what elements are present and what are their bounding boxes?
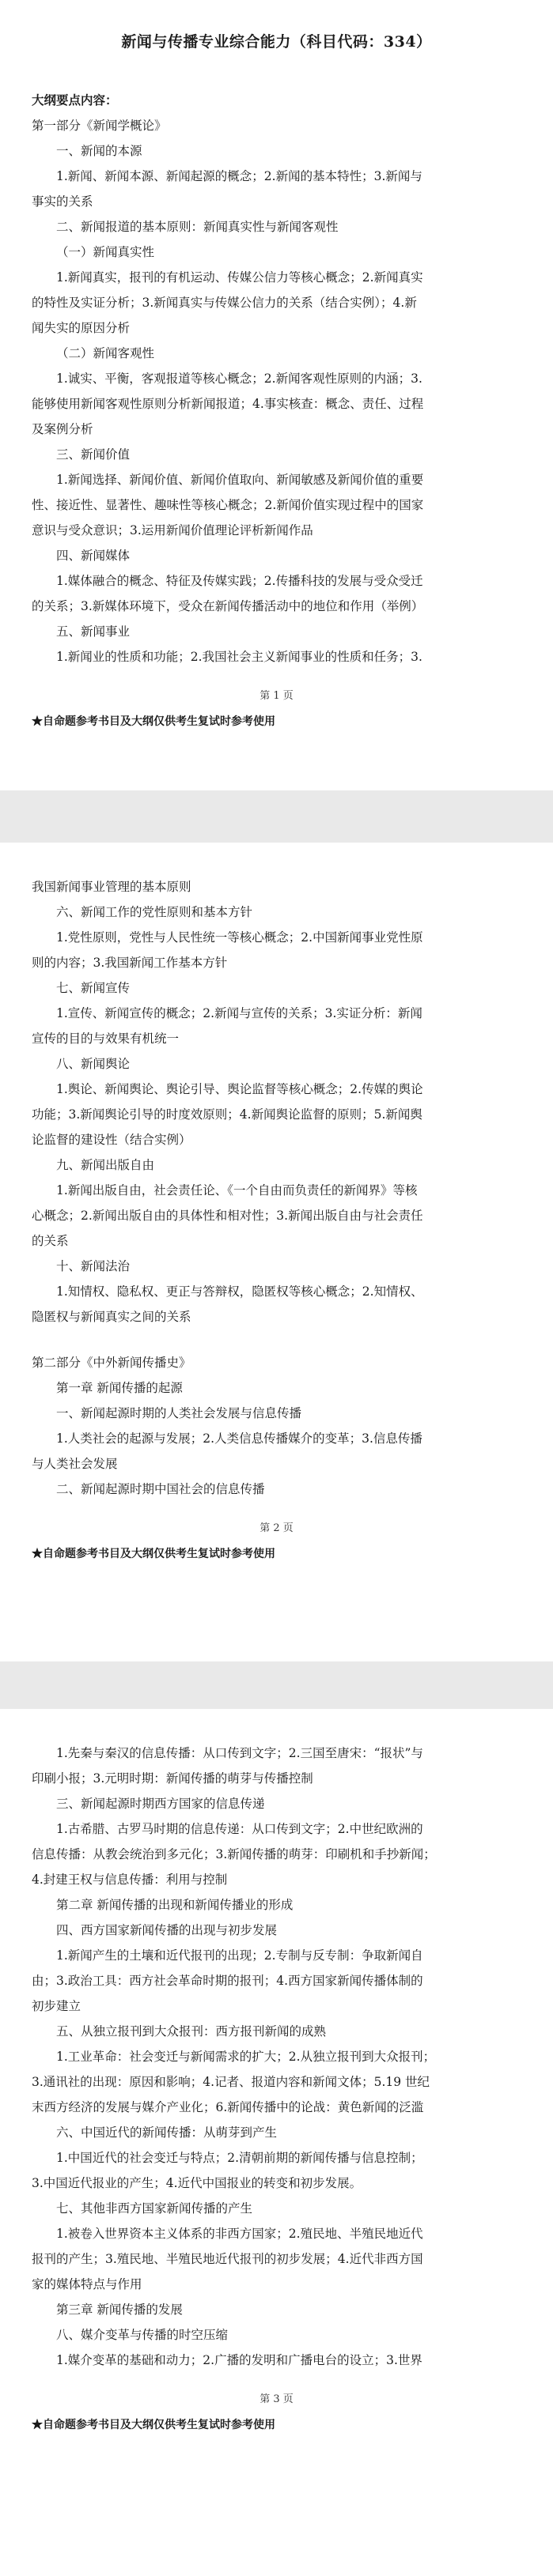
text-line: 性、接近性、显著性、趣味性等核心概念；2.新闻价值实现过程中的国家	[32, 498, 424, 512]
text-line: 宣传的目的与效果有机统一	[32, 1032, 180, 1046]
text-line: 八、新闻舆论	[56, 1057, 131, 1071]
text-line: 能够使用新闻客观性原则分析新闻报道；4.事实核查：概念、责任、过程	[32, 397, 424, 411]
text-line: 四、新闻媒体	[56, 549, 131, 563]
text-line: 六、中国近代的新闻传播：从萌芽到产生	[56, 2125, 278, 2140]
text-line: 3.中国近代报业的产生；4.近代中国报业的转变和初步发展。	[32, 2176, 362, 2190]
text-line: 三、新闻价值	[56, 447, 131, 462]
text-line: 1.新闻业的性质和功能；2.我国社会主义新闻事业的性质和任务；3.	[56, 650, 422, 664]
text-line: 1.知情权、隐私权、更正与答辩权，隐匿权等核心概念；2.知情权、	[56, 1284, 423, 1299]
text-line: 1.新闻出版自由，社会责任论、《一个自由而负责任的新闻界》等核	[56, 1183, 418, 1197]
text-line: （二）新闻客观性	[56, 346, 155, 360]
text-line: 则的内容；3.我国新闻工作基本方针	[32, 956, 228, 970]
text-line: 闻失实的原因分析	[32, 321, 131, 335]
text-line: 的关系	[32, 1234, 69, 1248]
page-content	[32, 1741, 521, 2432]
text-line: 初步建立	[32, 1999, 81, 2013]
text-line: 第三章 新闻传播的发展	[56, 2303, 183, 2317]
page-lines	[32, 1741, 521, 2373]
footer-note: ★自命题参考书目及大纲仅供考生复试时参考使用	[32, 715, 275, 728]
text-line: 心概念；2.新闻出版自由的具体性和相对性；3.新闻出版自由与社会责任	[32, 1209, 423, 1223]
page-number: 第 3 页	[259, 2393, 294, 2405]
text-line: 九、新闻出版自由	[56, 1158, 155, 1172]
text-line: 1.舆论、新闻舆论、舆论引导、舆论监督等核心概念；2.传媒的舆论	[56, 1082, 423, 1096]
text-line: 1.诚实、平衡，客观报道等核心概念；2.新闻客观性原则的内涵；3.	[56, 372, 422, 386]
text-line: 1.先秦与秦汉的信息传播：从口传到文字；2.三国至唐宋：“报状”与	[56, 1746, 423, 1760]
text-line: 1.新闻、新闻本源、新闻起源的概念；2.新闻的基本特性；3.新闻与	[56, 169, 422, 183]
page-lines	[32, 88, 521, 669]
text-line: 1.宣传、新闻宣传的概念；2.新闻与宣传的关系；3.实证分析：新闻	[56, 1006, 422, 1020]
page-number: 第 1 页	[259, 690, 294, 702]
footer-note: ★自命题参考书目及大纲仅供考生复试时参考使用	[32, 1548, 275, 1560]
text-line: 第一部分《新闻学概论》	[32, 119, 167, 133]
text-line: 一、新闻的本源	[56, 144, 142, 158]
document-page-3	[0, 1709, 553, 2576]
text-line: 二、新闻报道的基本原则：新闻真实性与新闻客观性	[56, 220, 339, 234]
section-heading: 大纲要点内容：	[32, 92, 118, 107]
text-line: 五、从独立报刊到大众报刊：西方报刊新闻的成熟	[56, 2024, 327, 2039]
document-title: 新闻与传播专业综合能力（科目代码：334）	[121, 33, 432, 51]
text-line: 1.被卷入世界资本主义体系的非西方国家；2.殖民地、半殖民地近代	[56, 2227, 423, 2241]
text-line: 1.人类社会的起源与发展；2.人类信息传播媒介的变革；3.信息传播	[56, 1431, 422, 1446]
text-line: 1.媒介变革的基础和动力；2.广播的发明和广播电台的设立；3.世界	[56, 2353, 422, 2367]
text-line: 1.党性原则，党性与人民性统一等核心概念；2.中国新闻事业党性原	[56, 930, 423, 945]
text-line: 1.古希腊、古罗马时期的信息传递：从口传到文字；2.中世纪欧洲的	[56, 1822, 423, 1836]
text-line: 论监督的建设性（结合实例）	[32, 1133, 191, 1147]
text-line: 由；3.政治工具：西方社会革命时期的报刊；4.西方国家新闻传播体制的	[32, 1974, 423, 1988]
text-line: 1.新闻真实，报刊的有机运动、传媒公信力等核心概念；2.新闻真实	[56, 270, 423, 285]
text-line: 1.中国近代的社会变迁与特点；2.清朝前期的新闻传播与信息控制；	[56, 2151, 423, 2165]
text-line: 四、西方国家新闻传播的出现与初步发展	[56, 1923, 278, 1937]
text-line: 的特性及实证分析；3.新闻真实与传媒公信力的关系（结合实例）；4.新	[32, 296, 417, 310]
text-line: 五、新闻事业	[56, 624, 131, 639]
text-line: 八、媒介变革与传播的时空压缩	[56, 2328, 229, 2342]
text-line: 1.工业革命：社会变迁与新闻需求的扩大；2.从独立报刊到大众报刊；	[56, 2050, 436, 2064]
document-page-1	[0, 0, 553, 790]
text-line: 六、新闻工作的党性原则和基本方针	[56, 905, 253, 919]
text-line: 事实的关系	[32, 194, 93, 209]
text-line: 1.媒体融合的概念、特征及传媒实践；2.传播科技的发展与受众受迁	[56, 574, 423, 588]
text-line: 1.新闻产生的土壤和近代报刊的出现；2.专制与反专制：争取新闻自	[56, 1948, 423, 1963]
text-line: 的关系；3.新媒体环境下，受众在新闻传播活动中的地位和作用（举例）	[32, 599, 424, 613]
text-line: 3.通讯社的出现：原因和影响；4.记者、报道内容和新闻文体；5.19 世纪	[32, 2075, 430, 2089]
text-line: 十、新闻法治	[56, 1259, 131, 1273]
page-number: 第 2 页	[259, 1522, 294, 1534]
text-line: 二、新闻起源时期中国社会的信息传播	[56, 1482, 265, 1496]
page-content	[32, 30, 521, 729]
text-line: 印刷小报；3.元明时期：新闻传播的萌芽与传播控制	[32, 1771, 313, 1786]
text-line: 意识与受众意识；3.运用新闻价值理论评析新闻作品	[32, 523, 313, 537]
text-line: 功能；3.新闻舆论引导的时度效原则；4.新闻舆论监督的原则；5.新闻舆	[32, 1107, 422, 1122]
text-line: 隐匿权与新闻真实之间的关系	[32, 1310, 191, 1324]
text-line: 七、新闻宣传	[56, 981, 131, 995]
text-line: 4.封建王权与信息传播：利用与控制	[32, 1873, 228, 1887]
text-line: 报刊的产生；3.殖民地、半殖民地近代报刊的初步发展；4.近代非西方国	[32, 2252, 423, 2266]
page-lines	[32, 874, 521, 1502]
text-line: 第一章 新闻传播的起源	[56, 1381, 183, 1395]
text-line: 及案例分析	[32, 422, 93, 436]
text-line: 第二章 新闻传播的出现和新闻传播业的形成	[56, 1898, 294, 1912]
section-gap	[32, 1329, 521, 1350]
document-page-2	[0, 843, 553, 1661]
text-line: 第二部分《中外新闻传播史》	[32, 1356, 191, 1370]
text-line: 三、新闻起源时期西方国家的信息传递	[56, 1797, 265, 1811]
text-line: （一）新闻真实性	[56, 245, 155, 259]
text-line: 一、新闻起源时期的人类社会发展与信息传播	[56, 1406, 302, 1420]
text-line: 家的媒体特点与作用	[32, 2277, 142, 2291]
text-line: 七、其他非西方国家新闻传播的产生	[56, 2201, 253, 2216]
page-content	[32, 874, 521, 1561]
text-line: 1.新闻选择、新闻价值、新闻价值取向、新闻敏感及新闻价值的重要	[56, 473, 424, 487]
text-line: 信息传播：从教会统治到多元化；3.新闻传播的萌芽：印刷机和手抄新闻；	[32, 1847, 436, 1861]
footer-note: ★自命题参考书目及大纲仅供考生复试时参考使用	[32, 2419, 275, 2431]
text-line: 末西方经济的发展与媒介产业化；6.新闻传播中的论战：黄色新闻的泛滥	[32, 2100, 424, 2114]
text-line: 我国新闻事业管理的基本原则	[32, 880, 191, 894]
text-line: 与人类社会发展	[32, 1457, 118, 1471]
